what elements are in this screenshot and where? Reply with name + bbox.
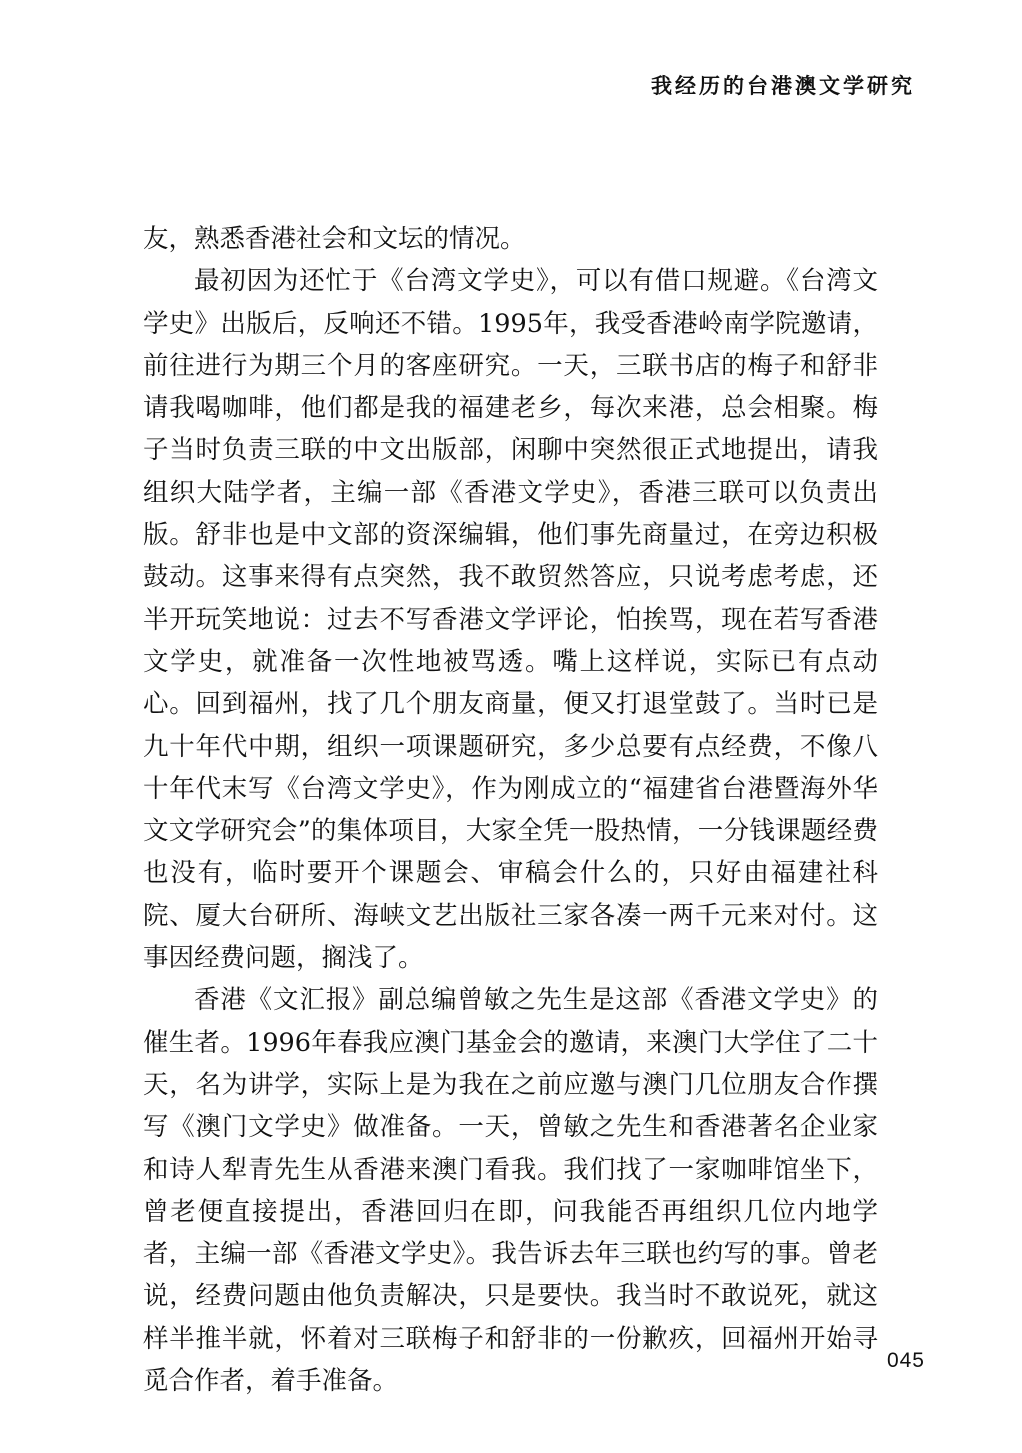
paragraph-1: 友，熟悉香港社会和文坛的情况。 <box>143 224 526 254</box>
running-header-title: 我经历的台港澳文学研究 <box>651 73 915 98</box>
paragraph-2: 最初因为还忙于《台湾文学史》，可以有借口规避。《台湾文学史》出版后，反响还不错。1995年，我受香港岭南学院邀请，前往进行为期三个月的客座研究。一天，三联书店的梅子和舒非请我喝咖啡，他们都是我的福建老乡，每次来港，总会相聚。梅子当时负责三联的中文出版部，闲聊中突然很正式地提出，请我组织大陆学者，主编一部《香港文学史》，香港三联可以负责出版。舒非也是中文部的资深编辑，他们事先商量过，在旁边积极鼓动。这事来得有点突然，我不敢贸然答应，只说考虑考虑，还半开玩笑地说：过去不写香港文学评论，怕挨骂，现在若写香港文学史，就准备一次性地被骂透。嘴上这样说，实际已有点动心。回到福州，找了几个朋友商量，便又打退堂鼓了。当时已是九十年代中期，组织一项课题研究，多少总要有点经费，不像八十年代末写《台湾文学史》，作为刚成立的“福建省台港暨海外华文文学研究会”的集体项目，大家全凭一股热情，一分钱课题经费也没有，临时要开个课题会、审稿会什么的，只好由福建社科院、厦大台研所、海峡文艺出版社三家各凑一两千元来对付。这事因经费问题，搁浅了。 <box>143 266 878 974</box>
body-text <box>143 218 878 1402</box>
page-number: 045 <box>886 1349 925 1372</box>
paragraph-3: 香港《文汇报》副总编曾敏之先生是这部《香港文学史》的催生者。1996年春我应澳门基金会的邀请，来澳门大学住了二十天，名为讲学，实际上是为我在之前应邀与澳门几位朋友合作撰写《澳门文学史》做准备。一天，曾敏之先生和香港著名企业家和诗人犁青先生从香港来澳门看我。我们找了一家咖啡馆坐下，曾老便直接提出，香港回归在即，问我能否再组织几位内地学者，主编一部《香港文学史》。我告诉去年三联也约写的事。曾老说，经费问题由他负责解决，只是要快。我当时不敢说死，就这样半推半就，怀着对三联梅子和舒非的一份歉疚，回福州开始寻觅合作者，着手准备。 <box>143 985 878 1397</box>
